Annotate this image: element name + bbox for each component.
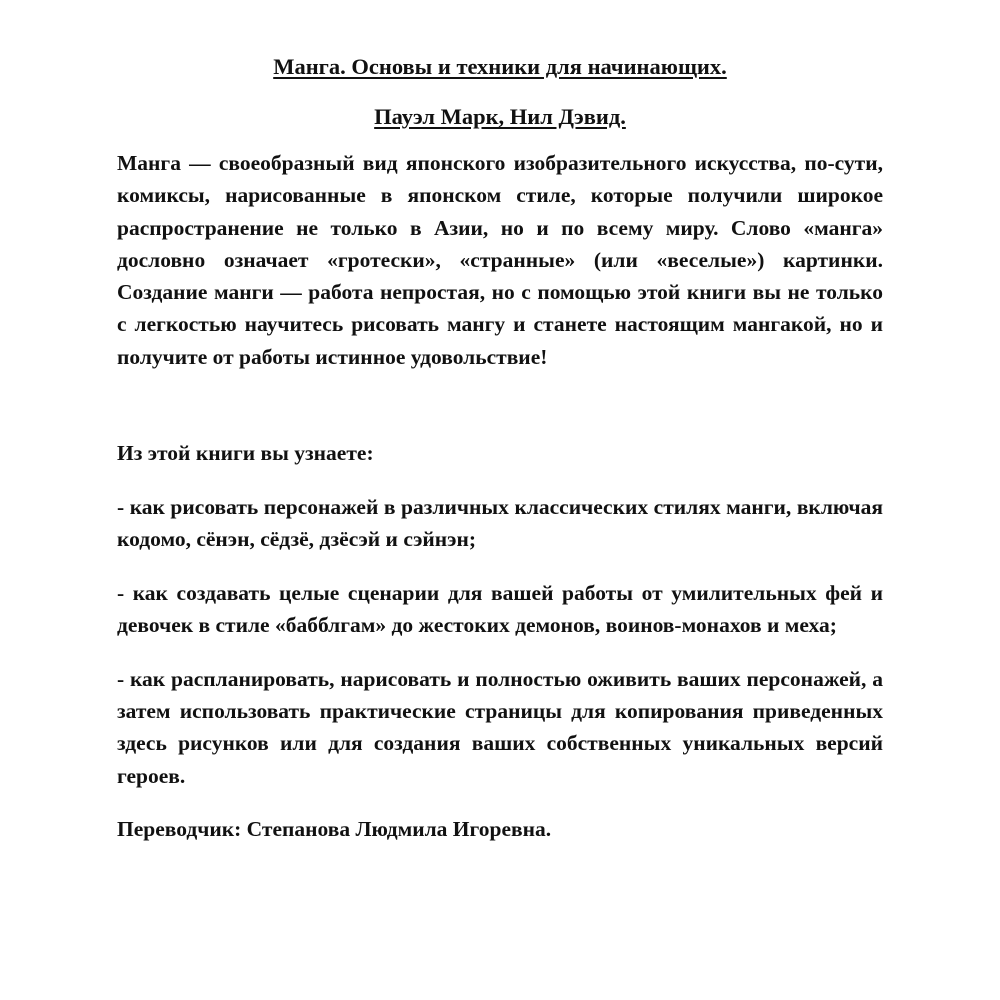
learn-heading: Из этой книги вы узнаете:	[117, 441, 374, 466]
list-item-styles: - как рисовать персонажей в различных классических стилях манги, включая кодомо, сёнэн, сёдзё, дзёсэй и сэйнэн;	[117, 494, 883, 551]
book-title: Манга. Основы и техники для начинающих.	[273, 54, 727, 79]
list-item-characters: - как распланировать, нарисовать и полностью оживить ваших персонажей, а затем использовать практические страницы для копирования приведенных здесь рисунков или для создания ваших собственных уникальных версий героев.	[117, 666, 883, 788]
document-page	[117, 44, 883, 867]
intro-paragraph: Манга — своеобразный вид японского изобразительного искусства, по-сути, комиксы, нарисованные в японском стиле, которые получили широкое распространение не только в Азии, но и по всему миру. Слово «манга» дословно означает «гротески», «странные» (или «веселые») картинки. Создание манги — работа непростая, но с помощью этой книги вы не только с легкостью научитесь рисовать мангу и станете настоящим мангакой, но и получите от работы истинное удовольствие!	[117, 151, 883, 369]
book-authors: Пауэл Марк, Нил Дэвид.	[374, 104, 626, 129]
translator-credit: Переводчик: Степанова Людмила Игоревна.	[117, 817, 552, 842]
list-item-scenarios: - как создавать целые сценарии для вашей работы от умилительных фей и девочек в стиле «бабблгам» до жестоких демонов, воинов-монахов и меха;	[117, 580, 883, 637]
